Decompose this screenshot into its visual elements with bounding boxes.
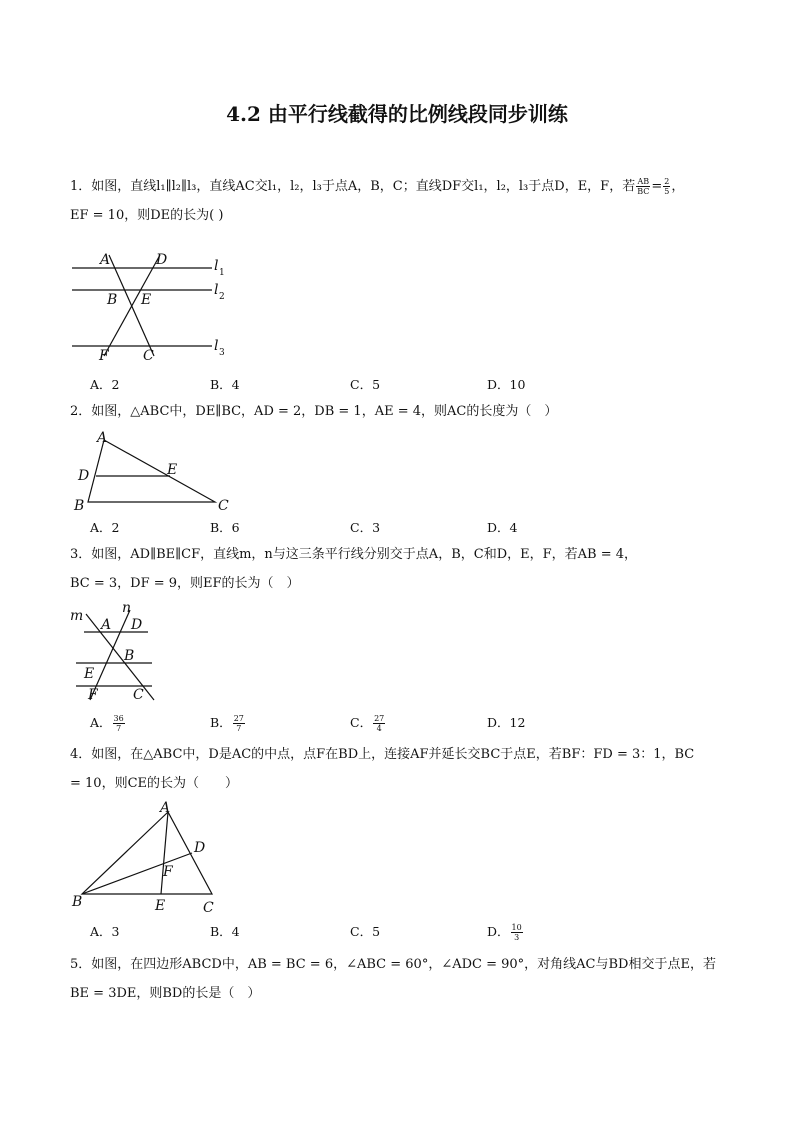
label-a: A (100, 252, 111, 268)
question-5-text: 5．如图，在四边形ABCD中，AB = BC = 6，∠ABC = 60°，∠ADC = 90°，对角线AC与BD相交于点E，若 (70, 957, 716, 972)
question-4 (70, 740, 730, 798)
question-2-text: 2．如图，△ABC中，DE∥BC，AD = 2，DB = 1，AE = 4，则AC的长度为（ ） (70, 404, 558, 419)
label-f: F (88, 687, 98, 703)
figure-1 (64, 248, 244, 364)
page-title: 4.2 由平行线截得的比例线段同步训练 (226, 102, 568, 126)
option-d[interactable]: D．12 (487, 715, 526, 730)
question-1-text-2: EF = 10，则DE的长为( ) (70, 208, 224, 223)
label-d: D (78, 468, 90, 484)
question-3-text: 3．如图，AD∥BE∥CF，直线m，n与这三条平行线分别交于点A，B，C和D，E，F，若AB = 4， (70, 547, 637, 562)
question-4-text: 4．如图，在△ABC中，D是AC的中点，点F在BD上，连接AF并延长交BC于点E，若BF：FD = 3：1，BC (70, 747, 695, 762)
svg-text:3: 3 (219, 348, 225, 358)
option-b[interactable]: B．4 (210, 924, 240, 939)
triangle-abc (82, 812, 212, 894)
label-l3: l (214, 338, 219, 354)
option-b[interactable]: B．4 (210, 377, 240, 392)
question-3-options (90, 713, 650, 733)
option-a[interactable]: A．2 (90, 520, 120, 535)
label-f: F (99, 348, 109, 364)
question-2-options (90, 518, 650, 538)
fraction-2-5: $\frac{2}{5}$ (664, 177, 670, 196)
question-1-options (90, 375, 650, 395)
label-c: C (218, 498, 229, 514)
question-1: 1．如图，直线l₁∥l₂∥l₃，直线AC交l₁，l₂，l₃于点A，B，C；直线DF交l₁，l₂，l₃于点D，E，F，若 $\frac{AB}{BC}$ = $\frac{2}{5}$ ， EF = 10，则DE的长为( ) (70, 177, 685, 223)
option-d[interactable]: D． $\frac{10}{3}$ (487, 923, 522, 942)
svg-text:2: 2 (219, 292, 225, 302)
label-c: C (203, 900, 214, 916)
label-c: C (143, 348, 154, 364)
option-c[interactable]: C．3 (350, 520, 381, 535)
label-n: n (122, 600, 132, 616)
option-b[interactable]: B． $\frac{27}{7}$ (210, 714, 244, 733)
label-e: E (155, 898, 166, 914)
question-5-text-2: BE = 3DE，则BD的长是（ ） (70, 986, 261, 1001)
question-4-text-2: = 10，则CE的长为（ ） (70, 776, 239, 791)
segment-bd (82, 853, 192, 894)
label-d: D (131, 617, 143, 633)
label-c: C (133, 687, 144, 703)
fraction-ab-bc: $\frac{AB}{BC}$ (637, 177, 650, 196)
label-l1: l (214, 258, 219, 274)
label-e: E (167, 462, 178, 478)
question-3-text-2: BC = 3，DF = 9，则EF的长为（ ） (70, 576, 300, 591)
option-b[interactable]: B．6 (210, 520, 240, 535)
question-4-options (90, 922, 650, 942)
figure-3 (68, 600, 168, 704)
label-m: m (70, 608, 84, 624)
question-5 (70, 950, 730, 1008)
svg-text:1: 1 (219, 268, 225, 278)
label-a: A (160, 800, 171, 816)
label-e: E (141, 292, 152, 308)
label-b: B (107, 292, 118, 308)
label-a: A (97, 430, 108, 446)
label-b: B (124, 648, 135, 664)
option-d[interactable]: D．10 (487, 377, 526, 392)
option-c[interactable]: C．5 (350, 924, 381, 939)
label-b: B (74, 498, 85, 514)
option-c[interactable]: C．5 (350, 377, 381, 392)
label-d: D (156, 252, 168, 268)
option-c[interactable]: C． $\frac{27}{4}$ (350, 714, 385, 733)
question-1-text: 1．如图，直线l₁∥l₂∥l₃，直线AC交l₁，l₂，l₃于点A，B，C；直线DF交l₁，l₂，l₃于点D，E，F，若 (70, 179, 636, 194)
option-a[interactable]: A．2 (90, 377, 120, 392)
label-f: F (163, 864, 173, 880)
option-a[interactable]: A． $\frac{36}{7}$ (90, 714, 124, 733)
label-d: D (194, 840, 206, 856)
label-e: E (84, 666, 95, 682)
segment-ae (161, 812, 168, 894)
question-2 (70, 397, 730, 426)
option-d[interactable]: D．4 (487, 520, 518, 535)
figure-2 (70, 428, 240, 514)
question-3 (70, 540, 730, 598)
option-a[interactable]: A．3 (90, 924, 120, 939)
triangle-abc (88, 440, 215, 502)
label-a: A (101, 617, 112, 633)
label-b: B (72, 894, 83, 910)
figure-4 (68, 798, 228, 916)
label-l2: l (214, 282, 219, 298)
